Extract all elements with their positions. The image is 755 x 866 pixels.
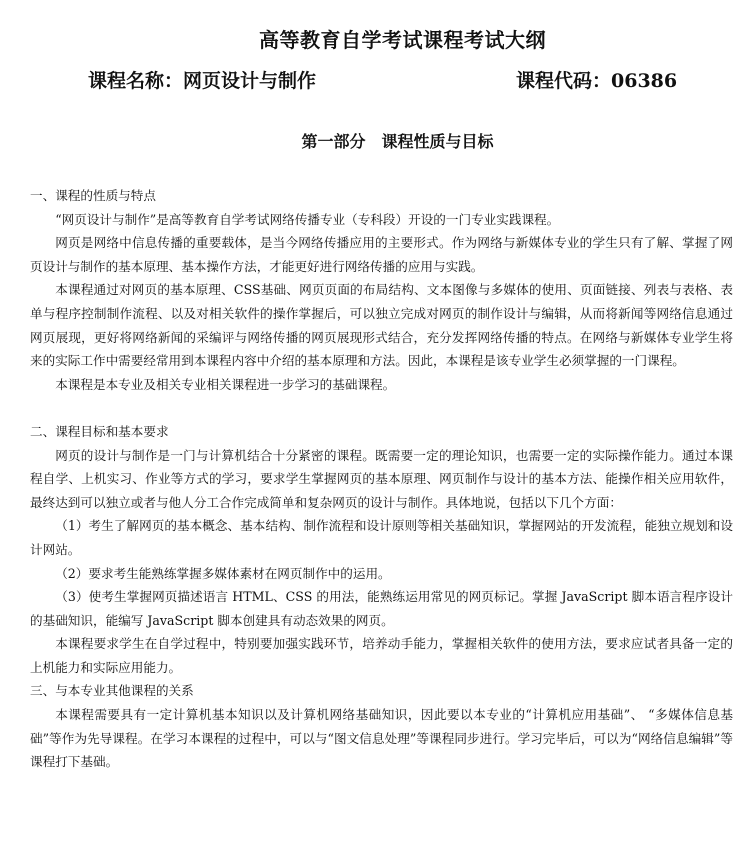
paragraph: 本课程要求学生在自学过程中，特别要加强实践环节，培养动手能力，掌握相关软件的使用方法，要求应试者具备一定的上机能力和实际应用能力。 [30,636,733,675]
part-title: 第一部分 课程性质与目标 [301,132,494,151]
paragraph: “网页设计与制作”是高等教育自学考试网络传播专业（专科段）开设的一门专业实践课程。 [55,211,560,227]
list-item: （3）使考生掌握网页描述语言 HTML、CSS 的用法，能熟练运用常见的网页标记。掌握 JavaScript 脚本语言程序设计的基础知识，能编写 JavaScript 脚本创建具有动态效果的网页。 [30,589,733,628]
list-item: （1）考生了解网页的基本概念、基本结构、制作流程和设计原则等相关基础知识，掌握网站的开发流程，能独立规划和设计网站。 [30,518,733,557]
section-heading: 一、课程的性质与特点 [30,188,156,203]
section-heading: 三、与本专业其他课程的关系 [30,683,194,699]
section-spacer [30,396,733,420]
course-name: 课程名称：网页设计与制作 [88,70,317,92]
section-heading: 二、课程目标和基本要求 [30,423,169,439]
paragraph: 本课程是本专业及相关专业相关课程进一步学习的基础课程。 [55,376,396,392]
paragraph: 网页的设计与制作是一门与计算机结合十分紧密的课程。既需要一定的理论知识，也需要一定的实际操作能力。通过本课程自学、上机实习、作业等方式的学习，要求学生掌握网页的基本原理、网页制作与设计的基本方法、能操作相关应用软件，最终达到可以独立或者与他人分工合作完成简单和复杂网页的设计与制作。具体地说，包括以下几个方面： [30,447,733,510]
paragraph: 本课程需要具有一定计算机基本知识以及计算机网络基础知识，因此要以本专业的“计算机应用基础”、 “多媒体信息基础”等作为先导课程。在学习本课程的过程中，可以与“图文信息处理”等课程同步进行。学习完毕后，可以为“网络信息编辑”等课程打下基础。 [30,707,733,770]
document-body [30,184,733,774]
document-title: 高等教育自学考试课程考试大纲 [259,28,546,52]
paragraph: 本课程通过对网页的基本原理、CSS基础、网页页面的布局结构、文本图像与多媒体的使用、页面链接、列表与表格、表单与程序控制制作流程、以及对相关软件的操作掌握后，可以独立完成对网页的制作设计与编辑，从而将新闻等网络信息通过网页展现，更好将网络新闻的采编评与网络传播的网页展现形式结合，充分发挥网络传播的特点。在网络与新媒体专业学生将来的实际工作中需要经常用到本课程内容中介绍的基本原理和方法。因此，本课程是该专业学生必须掌握的一门课程。 [30,282,733,369]
course-code: 课程代码：06386 [516,70,678,92]
list-item: （2）要求考生能熟练掌握多媒体素材在网页制作中的运用。 [55,565,391,581]
paragraph: 网页是网络中信息传播的重要载体，是当今网络传播应用的主要形式。作为网络与新媒体专业的学生只有了解、掌握了网页设计与制作的基本原理、基本操作方法，才能更好进行网络传播的应用与实践。 [30,235,733,274]
